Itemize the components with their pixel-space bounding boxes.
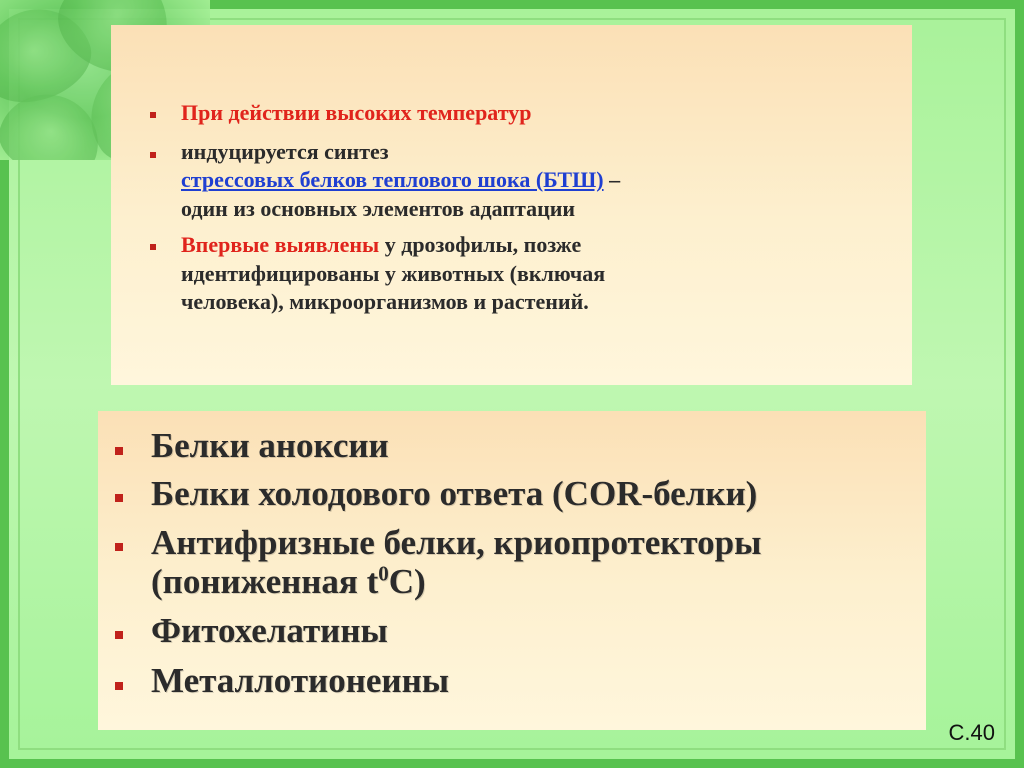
phytochelatins-item: Фитохелатины	[151, 611, 388, 650]
identified-line: идентифицированы у животных (включая	[181, 261, 606, 286]
bullet-icon	[150, 112, 156, 118]
organisms-line: человека), микроорганизмов и растений.	[181, 289, 589, 314]
first-found-line	[181, 232, 581, 258]
slide-number: С.40	[948, 720, 995, 745]
adaptation-line: один из основных элементов адаптации	[181, 196, 576, 221]
hsp-line	[181, 167, 620, 193]
cold-response-proteins-item: Белки холодового ответа (COR-белки)	[151, 474, 758, 513]
bullet-icon	[150, 152, 156, 158]
first-found-rest: у дрозофилы, позже	[379, 232, 582, 257]
hsp-link[interactable]: стрессовых белков теплового шока (БТШ)	[181, 167, 604, 192]
synthesis-line: индуцируется синтез	[181, 139, 389, 164]
bullet-icon	[115, 631, 123, 639]
metallothioneins-item: Металлотионеины	[151, 661, 450, 700]
bullet-icon	[115, 447, 123, 455]
degree-superscript: 0	[378, 561, 389, 586]
heat-heading: При действии высоких температур	[181, 100, 532, 125]
antifreeze-proteins-item: Антифризные белки, криопротекторы	[151, 523, 762, 562]
bullet-icon	[150, 244, 156, 250]
low-temperature-line: (пониженная $t^0C$)	[151, 561, 426, 601]
first-found-highlight: Впервые выявлены	[181, 232, 380, 257]
bullet-icon	[115, 682, 123, 690]
hsp-link-suffix: –	[603, 167, 621, 192]
anoxia-proteins-item: Белки аноксии	[151, 426, 389, 465]
bullet-icon	[115, 543, 123, 551]
bullet-icon	[115, 494, 123, 502]
